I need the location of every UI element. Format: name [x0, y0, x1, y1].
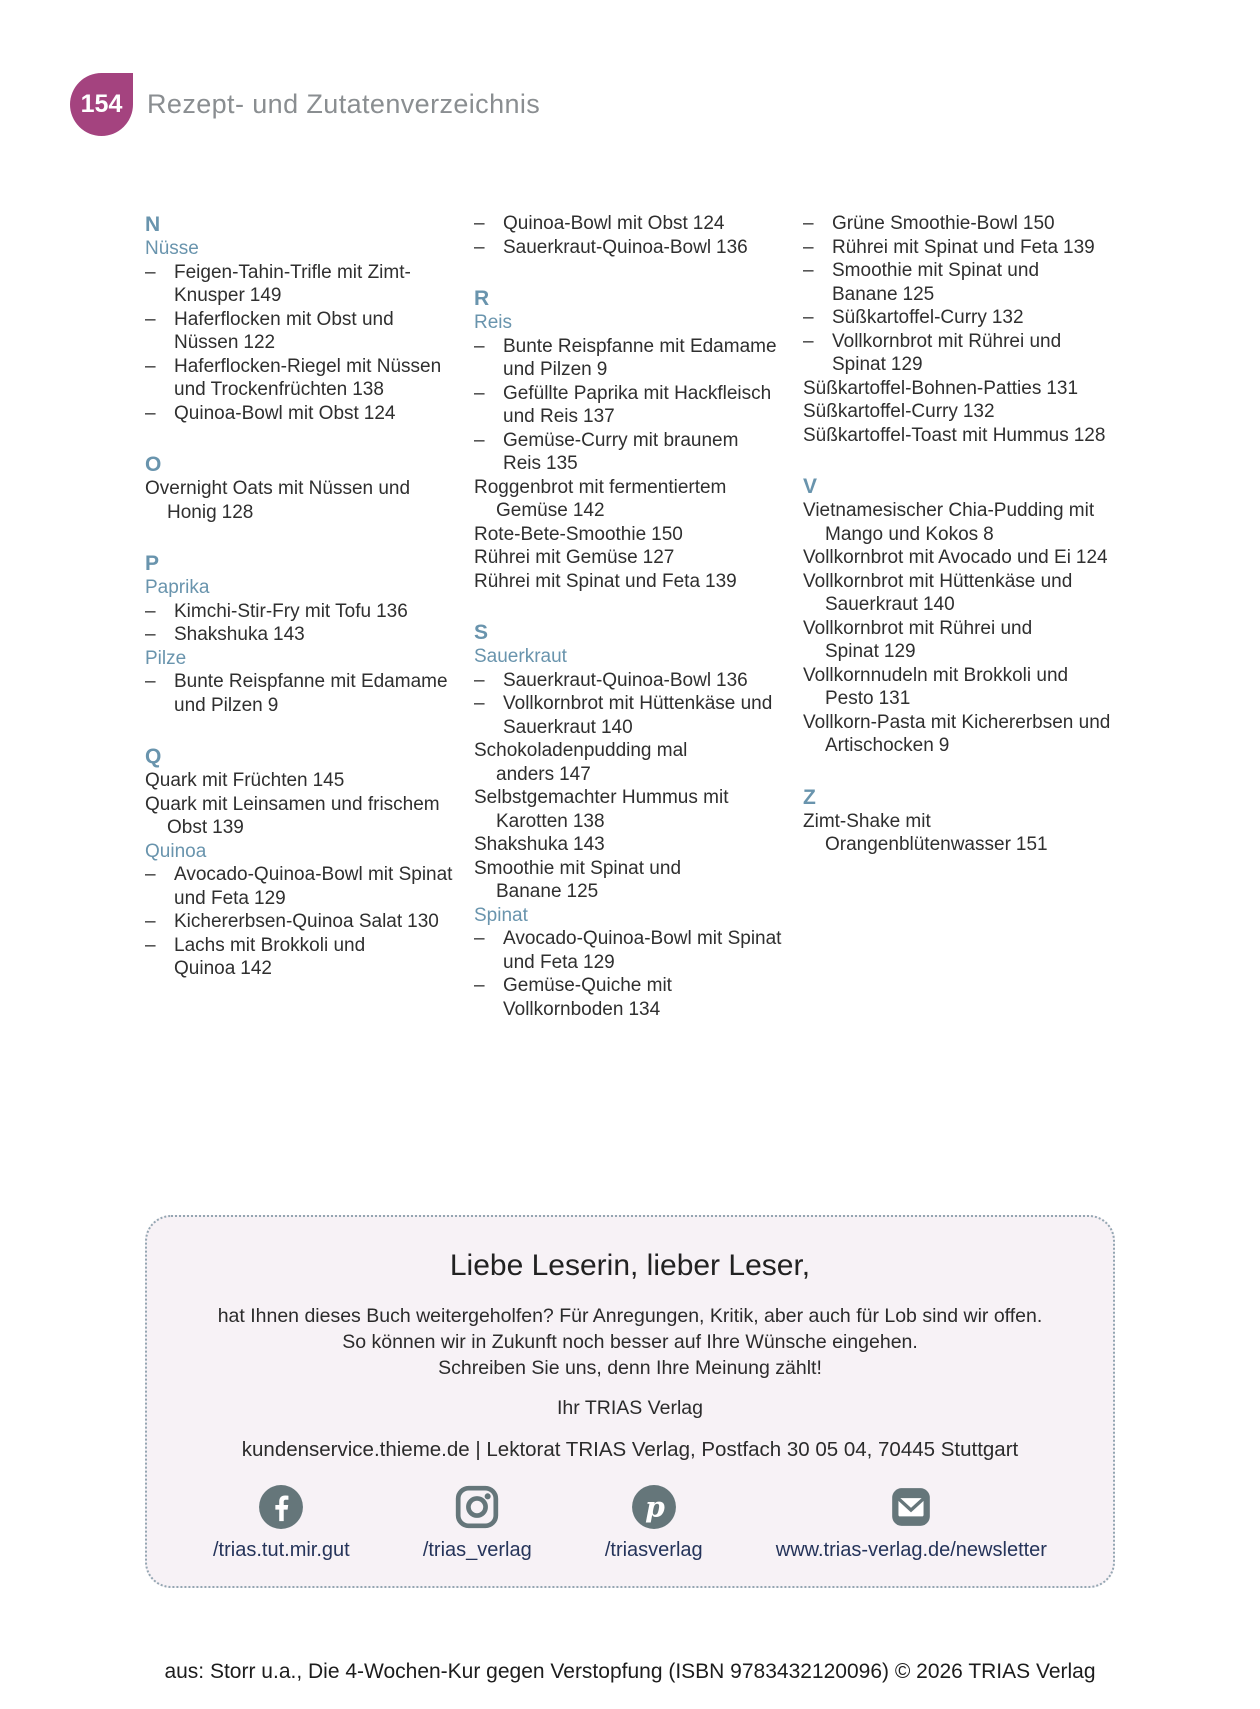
- index-letter-heading: Z: [803, 785, 816, 809]
- feedback-box-line: hat Ihnen dieses Buch weitergeholfen? Für Anregungen, Kritik, aber auch für Lob sind wir offen.: [217, 1305, 1043, 1327]
- index-entry: [803, 306, 1114, 330]
- dash-bullet: –: [145, 911, 156, 932]
- index-subheading: Paprika: [145, 577, 210, 598]
- dash-bullet: –: [145, 261, 156, 283]
- recipe-page-number: 136: [376, 600, 408, 622]
- recipe-name: Kimchi-Stir-Fry mit Tofu 136: [174, 600, 408, 622]
- index-entry: [803, 330, 1114, 377]
- recipe-page-number: 129: [883, 641, 916, 662]
- recipe-name: Vollkorn-Pasta mit Kichererbsen und Artischocken 9: [803, 711, 1111, 756]
- recipe-name: Vollkornbrot mit Rührei und Spinat 129: [803, 617, 1033, 662]
- recipe-page-number: 124: [363, 402, 396, 424]
- recipe-name: Süßkartoffel-Bohnen-Patties 131: [803, 377, 1079, 399]
- recipe-name: Vollkornbrot mit Avocado und Ei 124: [803, 547, 1108, 568]
- index-entry: [474, 546, 785, 570]
- recipe-name: Vollkornbrot mit Hüttenkäse und Sauerkraut 140: [803, 570, 1073, 615]
- index-entry: [474, 429, 785, 476]
- index-entry: [474, 857, 785, 904]
- recipe-name: Bunte Reispfanne mit Edamame und Pilzen 9: [503, 335, 777, 380]
- recipe-page-number: 147: [559, 763, 591, 785]
- index-column: [474, 212, 785, 1020]
- index-entry: [145, 623, 456, 647]
- recipe-name: Sauerkraut-Quinoa-Bowl 136: [503, 669, 748, 691]
- feedback-box-contact: kundenservice.thieme.de | Lektorat TRIAS Verlag, Postfach 30 05 04, 70445 Stuttgart: [241, 1438, 1019, 1461]
- page-number: 154: [80, 90, 123, 118]
- recipe-page-number: 136: [716, 236, 748, 258]
- index-entry: [474, 523, 785, 547]
- recipe-name: Gefüllte Paprika mit Hackfleisch und Reis 137: [503, 382, 772, 427]
- recipe-name: Roggenbrot mit fermentiertem Gemüse 142: [474, 476, 727, 521]
- index-entry: [474, 974, 785, 1021]
- recipe-page-number: 8: [983, 523, 994, 545]
- index-entry: [474, 212, 785, 236]
- recipe-name: Schokoladenpudding mal anders 147: [474, 740, 688, 785]
- recipe-name: Shakshuka 143: [174, 624, 305, 645]
- index-entry: [474, 570, 785, 594]
- recipe-page-number: 131: [878, 688, 911, 709]
- page-number-badge: [70, 73, 133, 136]
- index-columns: [145, 212, 1115, 1020]
- dash-bullet: –: [145, 864, 156, 885]
- dash-bullet: –: [474, 975, 485, 996]
- index-entry: [145, 793, 456, 840]
- recipe-page-number: 132: [991, 307, 1024, 328]
- recipe-page-number: 139: [1063, 236, 1095, 258]
- recipe-page-number: 142: [572, 500, 605, 521]
- index-entry: [145, 769, 456, 793]
- social-link[interactable]: /triasverlag: [604, 1539, 703, 1561]
- recipe-name: Zimt-Shake mit Orangenblütenwasser 151: [803, 810, 1048, 855]
- index-entry: [474, 739, 785, 786]
- index-entry: [474, 692, 785, 739]
- recipe-name: Quark mit Leinsamen und frischem Obst 139: [145, 793, 440, 838]
- dash-bullet: –: [145, 308, 156, 330]
- dash-bullet: –: [145, 671, 156, 692]
- recipe-page-number: 136: [716, 669, 748, 691]
- recipe-page-number: 128: [1073, 424, 1106, 446]
- recipe-name: Rote-Bete-Smoothie 150: [474, 523, 683, 545]
- index-letter-heading: R: [474, 287, 490, 310]
- recipe-name: Süßkartoffel-Toast mit Hummus 128: [803, 424, 1106, 446]
- pinterest-icon: [631, 1484, 677, 1530]
- index-entry: [145, 600, 456, 624]
- index-letter-heading: Q: [145, 745, 162, 768]
- recipe-page-number: 151: [1015, 834, 1048, 855]
- recipe-page-number: 134: [628, 998, 661, 1020]
- social-link[interactable]: www.trias-verlag.de/newsletter: [775, 1539, 1047, 1561]
- recipe-name: Haferflocken-Riegel mit Nüssen und Trockenfrüchten 138: [174, 355, 442, 400]
- recipe-name: Sauerkraut-Quinoa-Bowl 136: [503, 236, 748, 258]
- index-entry: [145, 261, 456, 308]
- social-link[interactable]: /trias_verlag: [422, 1539, 532, 1561]
- index-entry: [803, 212, 1114, 236]
- recipe-page-number: 139: [212, 817, 244, 838]
- recipe-page-number: 142: [240, 958, 272, 979]
- index-entry: [145, 355, 456, 402]
- index-entry: [474, 833, 785, 857]
- recipe-name: Quinoa-Bowl mit Obst 124: [503, 213, 725, 234]
- recipe-name: Vollkornbrot mit Hüttenkäse und Sauerkraut 140: [503, 693, 773, 738]
- index-letter-heading: P: [145, 552, 160, 575]
- index-entry: [474, 669, 785, 693]
- recipe-page-number: 143: [573, 834, 605, 855]
- footer-credit: aus: Storr u.a., Die 4-Wochen-Kur gegen Verstopfung (ISBN 9783432120096) © 2026 TRIAS Verlag: [164, 1660, 1096, 1683]
- recipe-page-number: 9: [938, 735, 950, 756]
- dash-bullet: –: [803, 330, 814, 352]
- recipe-page-number: 128: [221, 501, 254, 523]
- recipe-page-number: 129: [583, 951, 615, 973]
- index-entry: [803, 236, 1114, 260]
- dash-bullet: –: [474, 335, 485, 357]
- index-column: [803, 212, 1114, 1004]
- recipe-page-number: 132: [962, 401, 995, 422]
- dash-bullet: –: [474, 669, 485, 691]
- recipe-name: Gemüse-Quiche mit Vollkornboden 134: [503, 975, 672, 1020]
- dash-bullet: –: [474, 382, 485, 404]
- dash-bullet: –: [474, 236, 485, 258]
- index-subheading: Spinat: [474, 904, 528, 926]
- recipe-name: Süßkartoffel-Curry 132: [803, 401, 995, 422]
- index-entry: [474, 927, 785, 974]
- page-title: Rezept- und Zutatenverzeichnis: [147, 89, 541, 119]
- index-entry: [803, 711, 1114, 758]
- index-subheading: Nüsse: [145, 238, 199, 259]
- index-letter-heading: N: [145, 213, 161, 236]
- dash-bullet: –: [474, 429, 485, 451]
- recipe-page-number: 140: [922, 594, 955, 615]
- recipe-name: Bunte Reispfanne mit Edamame und Pilzen 9: [174, 671, 448, 716]
- recipe-name: Quark mit Früchten 145: [145, 770, 345, 791]
- recipe-page-number: 140: [600, 716, 633, 738]
- index-entry: [145, 863, 456, 910]
- index-entry: [803, 617, 1114, 664]
- feedback-box-title: Liebe Leserin, lieber Leser,: [449, 1249, 811, 1282]
- recipe-name: Feigen-Tahin-Trifle mit Zimt-Knusper 149: [174, 261, 411, 306]
- recipe-name: Haferflocken mit Obst und Nüssen 122: [174, 308, 394, 353]
- index-letter-heading: O: [145, 453, 162, 476]
- index-entry: [803, 546, 1114, 570]
- recipe-name: Selbstgemachter Hummus mit Karotten 138: [474, 787, 729, 832]
- recipe-name: Grüne Smoothie-Bowl 150: [832, 213, 1055, 234]
- recipe-name: Vietnamesischer Chia-Pudding mit Mango und Kokos 8: [803, 500, 1095, 545]
- page-header: [0, 0, 1260, 136]
- recipe-name: Overnight Oats mit Nüssen und Honig 128: [145, 478, 411, 523]
- social-link[interactable]: /trias.tut.mir.gut: [213, 1539, 350, 1561]
- index-entry: [145, 934, 456, 981]
- index-entry: [803, 499, 1114, 546]
- recipe-page-number: 122: [243, 332, 276, 353]
- dash-bullet: –: [803, 236, 814, 258]
- index-entry: [145, 477, 456, 524]
- dash-bullet: –: [803, 260, 814, 281]
- recipe-page-number: 124: [692, 213, 725, 234]
- index-entry: [803, 810, 1114, 857]
- index-entry: [803, 400, 1114, 424]
- recipe-page-number: 9: [596, 359, 608, 380]
- dash-bullet: –: [803, 307, 814, 328]
- recipe-name: Avocado-Quinoa-Bowl mit Spinat und Feta 129: [503, 928, 782, 973]
- social-item: [776, 1484, 1047, 1562]
- dash-bullet: –: [145, 355, 156, 377]
- index-entry: [474, 476, 785, 523]
- recipe-name: Kichererbsen-Quinoa Salat 130: [174, 911, 439, 932]
- instagram-icon: [454, 1484, 500, 1530]
- dash-bullet: –: [803, 213, 814, 234]
- recipe-page-number: 135: [546, 453, 578, 474]
- recipe-page-number: 125: [566, 881, 599, 902]
- recipe-page-number: 137: [583, 406, 615, 427]
- recipe-page-number: 149: [249, 285, 282, 306]
- index-entry: [474, 236, 785, 260]
- recipe-page-number: 143: [273, 624, 305, 645]
- recipe-name: Smoothie mit Spinat und Banane 125: [474, 857, 682, 902]
- index-entry: [145, 308, 456, 355]
- recipe-name: Süßkartoffel-Curry 132: [832, 307, 1024, 328]
- recipe-page-number: 150: [651, 523, 683, 545]
- index-subheading: Reis: [474, 312, 513, 333]
- recipe-page-number: 139: [705, 570, 737, 592]
- recipe-name: Gemüse-Curry mit braunem Reis 135: [503, 429, 739, 474]
- recipe-name: Rührei mit Spinat und Feta 139: [474, 570, 737, 592]
- index-entry: [803, 259, 1114, 306]
- recipe-page-number: 145: [312, 770, 345, 791]
- social-item: [423, 1484, 532, 1562]
- recipe-name: Quinoa-Bowl mit Obst 124: [174, 402, 396, 424]
- recipe-page-number: 131: [1046, 377, 1079, 399]
- recipe-page-number: 130: [407, 911, 439, 932]
- index-entry: [474, 786, 785, 833]
- svg-text:p: p: [644, 1490, 665, 1524]
- dash-bullet: –: [145, 600, 156, 622]
- recipe-page-number: 138: [352, 379, 384, 400]
- recipe-name: Vollkornbrot mit Rührei und Spinat 129: [832, 330, 1062, 375]
- recipe-name: Smoothie mit Spinat und Banane 125: [832, 260, 1040, 305]
- index-entry: [803, 377, 1114, 401]
- index-entry: [145, 402, 456, 426]
- dash-bullet: –: [474, 213, 485, 234]
- dash-bullet: –: [474, 693, 485, 714]
- dash-bullet: –: [474, 928, 485, 949]
- index-entry: [145, 670, 456, 717]
- socials-row: [187, 1484, 1073, 1562]
- index-subheading: Sauerkraut: [474, 646, 567, 667]
- recipe-name: Shakshuka 143: [474, 834, 605, 855]
- recipe-page-number: 129: [254, 887, 286, 909]
- recipe-name: Rührei mit Spinat und Feta 139: [832, 236, 1095, 258]
- feedback-box-line: Schreiben Sie uns, denn Ihre Meinung zählt!: [438, 1357, 822, 1379]
- index-entry: [474, 382, 785, 429]
- recipe-page-number: 9: [267, 694, 279, 716]
- index-subheading: Quinoa: [145, 840, 207, 862]
- recipe-name: Rührei mit Gemüse 127: [474, 547, 675, 568]
- recipe-page-number: 129: [890, 354, 923, 375]
- index-letter-heading: V: [803, 475, 818, 498]
- recipe-name: Avocado-Quinoa-Bowl mit Spinat und Feta 129: [174, 864, 453, 909]
- dash-bullet: –: [145, 934, 156, 956]
- recipe-name: Vollkornnudeln mit Brokkoli und Pesto 131: [803, 664, 1069, 709]
- index-subheading: Pilze: [145, 647, 187, 669]
- dash-bullet: –: [145, 402, 156, 424]
- recipe-name: Lachs mit Brokkoli und Quinoa 142: [174, 934, 366, 979]
- index-entry: [803, 424, 1114, 448]
- index-column: [145, 212, 456, 1004]
- social-item: [213, 1484, 350, 1562]
- feedback-box: [145, 1215, 1115, 1588]
- email-icon: [888, 1484, 934, 1530]
- facebook-icon: [258, 1484, 304, 1530]
- index-entry: [474, 335, 785, 382]
- recipe-page-number: 124: [1075, 547, 1108, 568]
- index-letter-heading: S: [474, 621, 489, 644]
- recipe-page-number: 125: [902, 283, 935, 305]
- dash-bullet: –: [145, 624, 156, 645]
- recipe-page-number: 127: [642, 547, 675, 568]
- index-entry: [145, 910, 456, 934]
- feedback-box-signature: Ihr TRIAS Verlag: [557, 1397, 703, 1419]
- recipe-page-number: 138: [572, 810, 605, 832]
- index-entry: [803, 664, 1114, 711]
- feedback-box-line: So können wir in Zukunft noch besser auf Ihre Wünsche eingehen.: [342, 1331, 918, 1353]
- recipe-page-number: 150: [1022, 213, 1055, 234]
- index-entry: [803, 570, 1114, 617]
- social-item: [605, 1484, 703, 1562]
